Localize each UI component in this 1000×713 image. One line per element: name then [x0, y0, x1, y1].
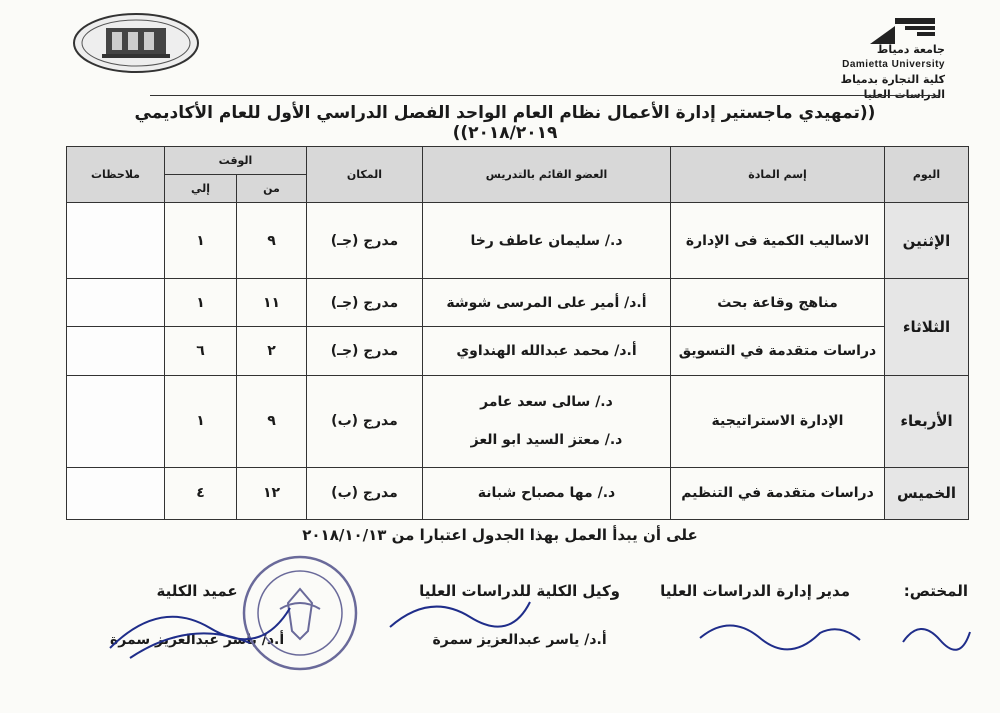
header-notes: ملاحظات [67, 147, 165, 203]
vice-dean-title: وكيل الكلية للدراسات العليا [419, 582, 620, 600]
vice-dean-name: أ.د/ ياسر عبدالعزيز سمرة [432, 632, 607, 648]
document-title: ((تمهيدي ماجستير إدارة الأعمال نظام العام الواحد الفصل الدراسي الأول للعام الأكاديمي ٢٠١٨/٢٠١٩)) [134, 103, 876, 143]
notes-cell [67, 203, 165, 279]
place-cell: مدرج (جـ) [307, 327, 423, 375]
instructor-name: د./ سليمان عاطف رخا [470, 232, 623, 249]
header-place: المكان [307, 147, 423, 203]
table-row [67, 327, 969, 375]
time-to-cell: ١ [165, 279, 237, 327]
header-divider [150, 95, 940, 96]
time-from-cell: ٩ [237, 375, 307, 467]
course-cell: دراسات متقدمة في التنظيم [671, 467, 885, 519]
header-course: إسم المادة [671, 147, 885, 203]
table-row [67, 279, 969, 327]
table-row [67, 203, 969, 279]
header-time: الوقت [165, 147, 307, 175]
course-cell: الاساليب الكمية فى الإدارة [671, 203, 885, 279]
faculty-logo-icon [72, 12, 200, 74]
time-to-cell: ٦ [165, 327, 237, 375]
university-name-ar: جامعة دمياط [876, 43, 945, 56]
instructor-cell [423, 375, 671, 467]
instructor-name: أ.د/ محمد عبدالله الهنداوي [456, 342, 637, 359]
manager-title: مدير إدارة الدراسات العليا [660, 582, 850, 600]
day-cell: الثلاثاء [885, 279, 969, 375]
instructor-cell [423, 279, 671, 327]
instructor-name: د./ سالى سعد عامر [480, 394, 613, 411]
instructor-name: د./ معتز السيد ابو العز [470, 432, 623, 449]
course-cell: دراسات متقدمة في التسويق [671, 327, 885, 375]
place-cell: مدرج (جـ) [307, 279, 423, 327]
table-row [67, 467, 969, 519]
table-row [67, 375, 969, 467]
notes-cell [67, 375, 165, 467]
time-from-cell: ٩ [237, 203, 307, 279]
time-to-cell: ١ [165, 203, 237, 279]
time-to-cell: ٤ [165, 467, 237, 519]
course-cell: الإدارة الاستراتيجية [671, 375, 885, 467]
place-cell: مدرج (ب) [307, 375, 423, 467]
specialist-signature-scribble-icon [895, 612, 975, 660]
course-cell: مناهج وقاعة بحث [671, 279, 885, 327]
place-cell: مدرج (ب) [307, 467, 423, 519]
effective-date-note: على أن يبدأ العمل بهذا الجدول اعتبارا من ٢٠١٨/١٠/١٣ [302, 526, 698, 544]
instructor-cell [423, 467, 671, 519]
schedule-table [66, 146, 969, 520]
day-cell: الخميس [885, 467, 969, 519]
manager-signature-scribble-icon [690, 608, 870, 658]
university-name-en: Damietta University [842, 59, 945, 70]
dean-name: أ.د/ ياسر عبدالعزيز سمرة [110, 632, 285, 648]
day-cell: الإثنين [885, 203, 969, 279]
day-cell: الأربعاء [885, 375, 969, 467]
instructor-cell [423, 203, 671, 279]
time-from-cell: ١٢ [237, 467, 307, 519]
time-from-cell: ٢ [237, 327, 307, 375]
signature-manager [660, 582, 850, 600]
instructor-cell [423, 327, 671, 375]
notes-cell [67, 279, 165, 327]
header-instructor: العضو القائم بالتدريس [423, 147, 671, 203]
time-from-cell: ١١ [237, 279, 307, 327]
notes-cell [67, 467, 165, 519]
time-to-cell: ١ [165, 375, 237, 467]
notes-cell [67, 327, 165, 375]
header-day: اليوم [885, 147, 969, 203]
header-to: إلي [165, 175, 237, 203]
vice-dean-signature-scribble-icon [380, 592, 540, 642]
department-name: الدراسات العليا [863, 88, 945, 101]
signature-specialist [904, 582, 968, 600]
dean-signature-scribble-icon [100, 588, 300, 668]
faculty-name: كلية التجارة بدمياط [840, 73, 945, 86]
instructor-name: د./ مها مصباح شبانة [477, 485, 616, 502]
instructor-name: أ.د/ أمير على المرسى شوشة [446, 294, 647, 311]
dean-title: عميد الكلية [156, 582, 238, 600]
specialist-label: المختص: [903, 582, 968, 600]
header-from: من [237, 175, 307, 203]
place-cell: مدرج (جـ) [307, 203, 423, 279]
